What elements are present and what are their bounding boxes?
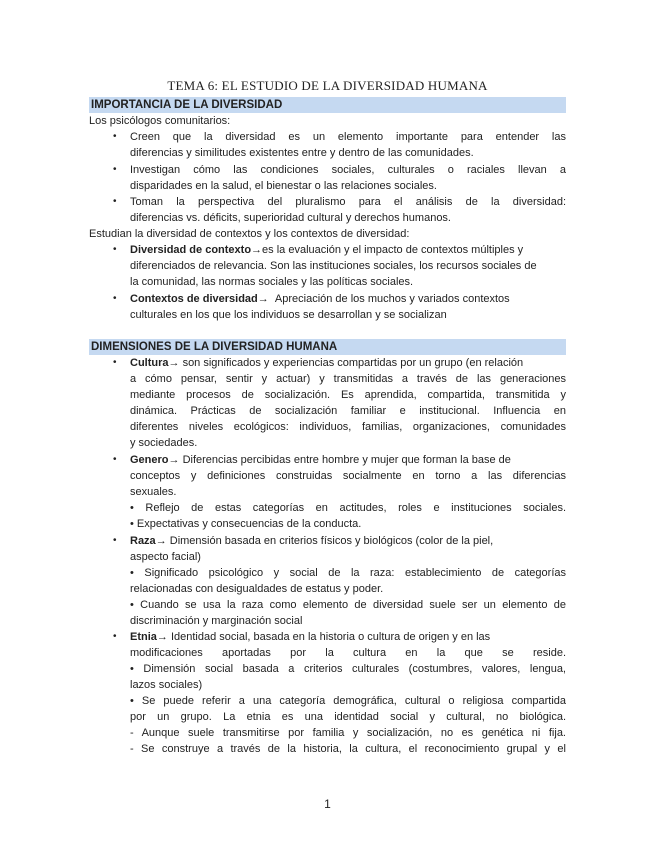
bullet-icon: •	[113, 357, 117, 368]
term: Diversidad de contexto	[130, 244, 252, 256]
list-item: Investigan cómo las condiciones sociales, culturales o raciales llevan a	[130, 164, 566, 176]
list-item: disparidades en la salud, el bienestar o las relaciones sociales.	[130, 180, 437, 192]
arrow-icon: →	[251, 244, 263, 256]
bullet-icon: •	[113, 244, 117, 255]
term: Contextos de diversidad	[130, 293, 258, 305]
bullet-icon: •	[113, 164, 117, 175]
list-item: Genero→ Diferencias percibidas entre hombre y mujer que forman la base de	[130, 454, 511, 466]
intro-text: Los psicólogos comunitarios:	[89, 115, 231, 127]
section-heading-dimensiones: DIMENSIONES DE LA DIVERSIDAD HUMANA	[89, 339, 566, 355]
bullet-icon: •	[113, 196, 117, 207]
list-item: Diversidad de contexto→es la evaluación y el impacto de contextos múltiples y	[130, 244, 524, 256]
arrow-icon: →	[168, 454, 180, 466]
list-item: diferencias y similitudes existentes entre y dentro de las comunidades.	[130, 147, 474, 159]
list-item: Toman la perspectiva del pluralismo para el análisis de la diversidad:	[130, 196, 566, 208]
term: Raza	[130, 535, 156, 547]
list-item: culturales en los que los individuos se desarrollan y se socializan	[130, 309, 447, 321]
list-item: diferenciados de relevancia. Son las instituciones sociales, los recursos sociales de	[130, 260, 537, 272]
arrow-icon: →	[155, 535, 167, 547]
list-item: Cultura→ son significados y experiencias compartidas por un grupo (en relación	[130, 357, 524, 369]
study-text: Estudian la diversidad de contextos y los contextos de diversidad:	[89, 228, 410, 240]
bullet-icon: •	[113, 535, 117, 546]
bullet-icon: •	[113, 131, 117, 142]
list-item: la comunidad, las normas sociales y las políticas sociales.	[130, 276, 414, 288]
list-item: Creen que la diversidad es un elemento importante para entender las	[130, 131, 566, 143]
list-item: Contextos de diversidad→ Apreciación de los muchos y variados contextos	[130, 293, 510, 305]
arrow-icon: →	[156, 631, 168, 643]
arrow-icon: →	[257, 293, 269, 305]
list-item: Raza→ Dimensión basada en criterios físicos y biológicos (color de la piel,	[130, 535, 494, 547]
term: Cultura	[130, 357, 169, 369]
arrow-icon: →	[168, 357, 180, 369]
bullet-icon: •	[113, 293, 117, 304]
section-heading-importancia: IMPORTANCIA DE LA DIVERSIDAD	[89, 97, 566, 113]
term: Genero	[130, 454, 169, 466]
page-number: 1	[324, 797, 331, 811]
page-title: TEMA 6: EL ESTUDIO DE LA DIVERSIDAD HUMANA	[167, 78, 488, 93]
bullet-icon: •	[113, 454, 117, 465]
list-item: Etnia→ Identidad social, basada en la historia o cultura de origen y en las	[130, 631, 491, 643]
bullet-icon: •	[113, 631, 117, 642]
list-item: diferencias vs. déficits, superioridad cultural y derechos humanos.	[130, 212, 451, 224]
term: Etnia	[130, 631, 157, 643]
